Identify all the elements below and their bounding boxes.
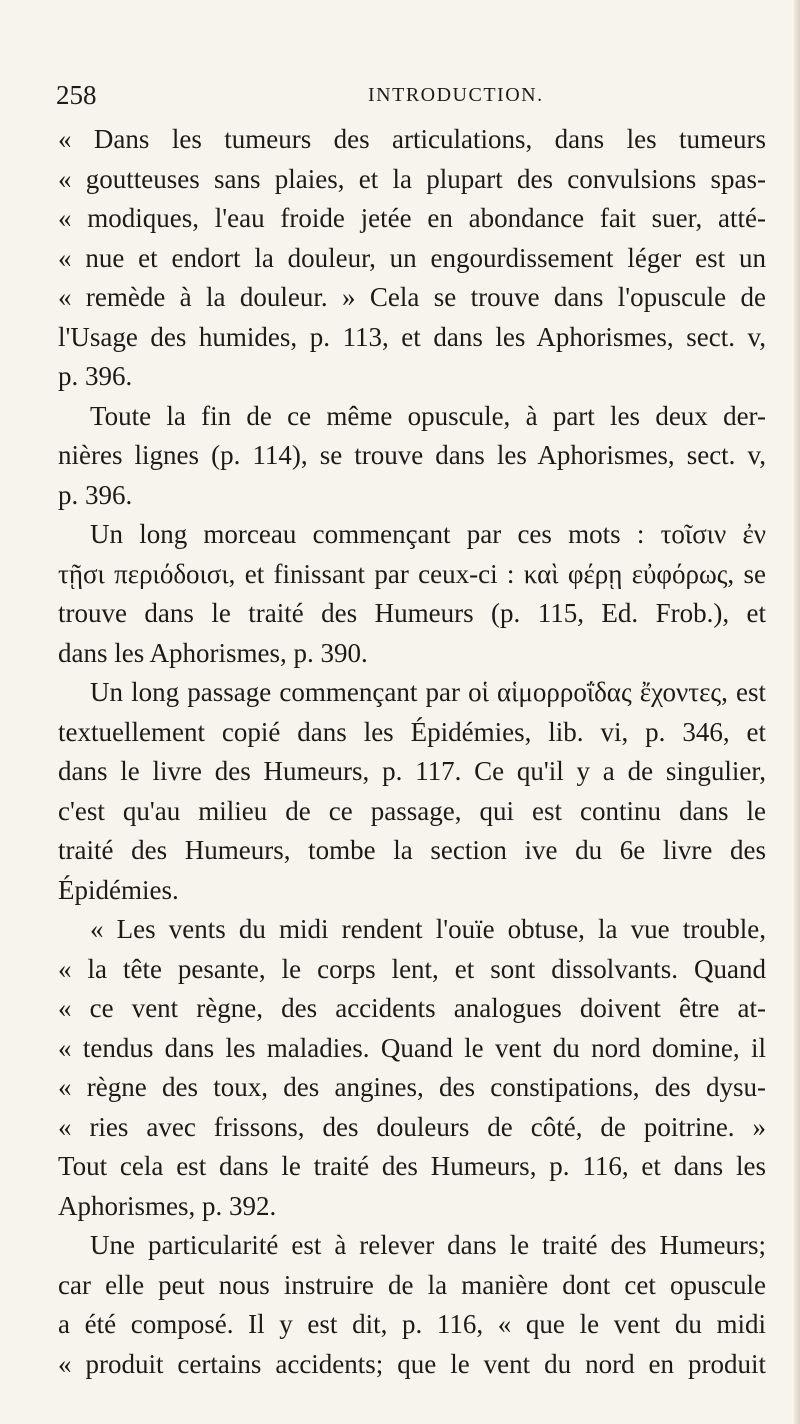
text-line: « nue et endort la douleur, un engourdissement léger est un bbox=[58, 242, 766, 273]
text-line: « Dans les tumeurs des articulations, dans les tumeurs bbox=[58, 124, 766, 154]
page-number: 258 bbox=[56, 80, 97, 110]
text-line: « règne des toux, des angines, des constipations, des dysu- bbox=[58, 1072, 766, 1102]
text-line: dans les Aphorismes, p. 390. bbox=[58, 637, 368, 668]
body-text bbox=[58, 120, 766, 1384]
text-line: « tendus dans les maladies. Quand le vent du nord domine, il bbox=[58, 1032, 766, 1063]
text-line: « remède à la douleur. » Cela se trouve dans l'opuscule de bbox=[58, 282, 766, 312]
text-line: car elle peut nous instruire de la manière dont cet opuscule bbox=[58, 1269, 766, 1300]
text-line: « Les vents du midi rendent l'ouïe obtuse, la vue trouble, bbox=[90, 914, 766, 944]
text-line: Un long morceau commençant par ces mots : τοῖσιν ἐν bbox=[90, 519, 766, 549]
text-line: « goutteuses sans plaies, et la plupart des convulsions spas- bbox=[58, 163, 766, 194]
text-line: traité des Humeurs, tombe la section ive du 6e livre des bbox=[58, 835, 766, 865]
text-line: « ce vent règne, des accidents analogues doivent être at- bbox=[58, 993, 766, 1023]
text-line: Toute la fin de ce même opuscule, à part les deux der- bbox=[90, 400, 766, 431]
text-line: dans le livre des Humeurs, p. 117. Ce qu'il y a de singulier, bbox=[58, 756, 766, 786]
page-header bbox=[56, 80, 696, 116]
text-line: « produit certains accidents; que le vent du nord en produit bbox=[58, 1348, 766, 1379]
running-head: INTRODUCTION. bbox=[368, 84, 544, 106]
text-line: Épidémies. bbox=[58, 874, 179, 905]
text-line: l'Usage des humides, p. 113, et dans les Aphorismes, sect. v, bbox=[58, 321, 766, 352]
text-line: p. 396. bbox=[58, 479, 133, 510]
text-line: a été composé. Il y est dit, p. 116, « que le vent du midi bbox=[58, 1309, 766, 1339]
text-line: Aphorismes, p. 392. bbox=[58, 1190, 277, 1221]
text-line: trouve dans le traité des Humeurs (p. 115, Ed. Frob.), et bbox=[58, 598, 766, 628]
text-line: « modiques, l'eau froide jetée en abondance fait suer, atté- bbox=[58, 203, 766, 233]
text-line: « la tête pesante, le corps lent, et sont dissolvants. Quand bbox=[58, 953, 766, 984]
text-line: c'est qu'au milieu de ce passage, qui est continu dans le bbox=[58, 795, 766, 826]
text-line: « ries avec frissons, des douleurs de côté, de poitrine. » bbox=[58, 1111, 766, 1142]
text-line: nières lignes (p. 114), se trouve dans les Aphorismes, sect. v, bbox=[58, 440, 766, 470]
text-line: p. 396. bbox=[58, 361, 133, 391]
text-line: τῇσι περιόδοισι, et finissant par ceux-ci : καὶ φέρῃ εὐφόρως, se bbox=[58, 558, 766, 589]
page-edge-shadow bbox=[794, 0, 800, 1424]
text-line: textuellement copié dans les Épidémies, lib. vi, p. 346, et bbox=[58, 716, 766, 747]
text-line: Tout cela est dans le traité des Humeurs, p. 116, et dans les bbox=[58, 1151, 766, 1181]
text-line: Un long passage commençant par οἱ αἱμορροΐδας ἔχοντες, est bbox=[90, 677, 766, 707]
text-line: Une particularité est à relever dans le traité des Humeurs; bbox=[90, 1230, 766, 1260]
